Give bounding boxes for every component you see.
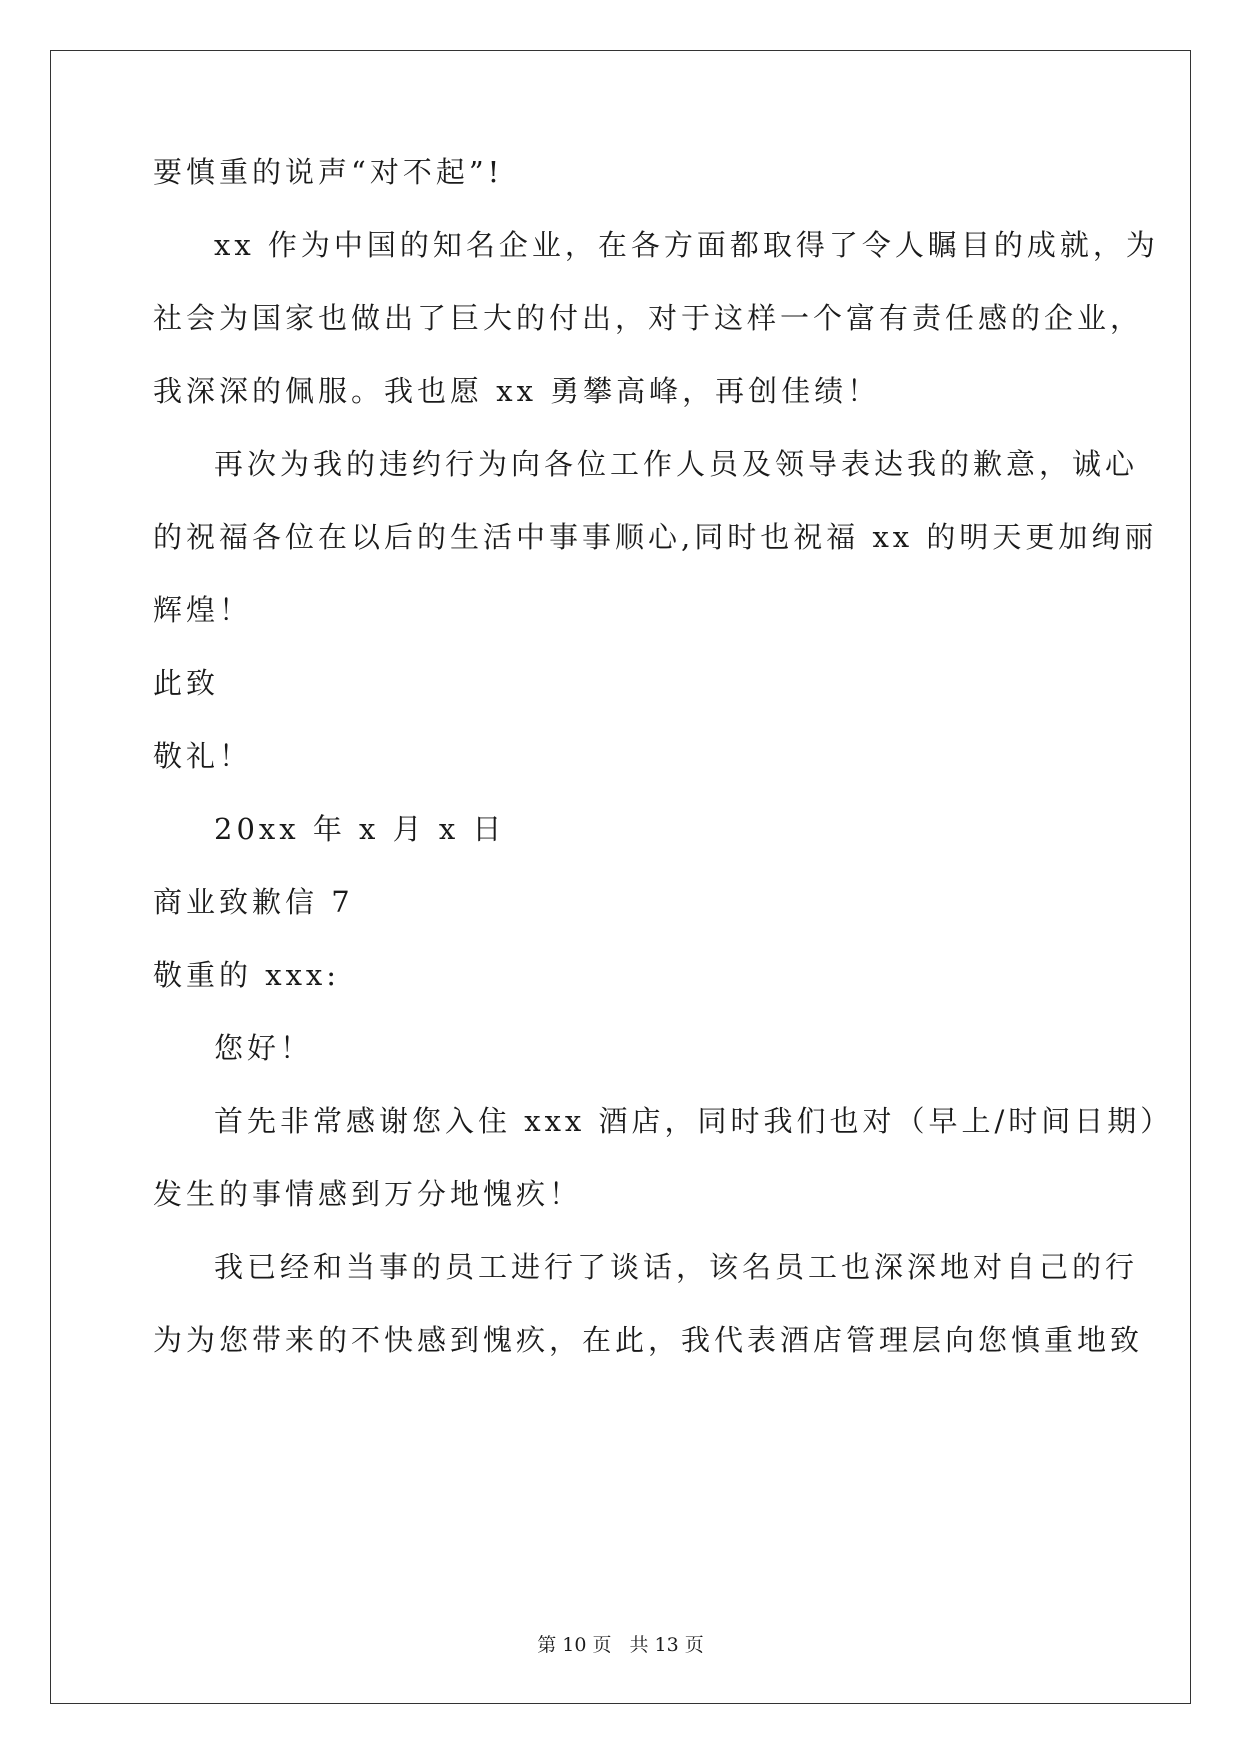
closing-line: 此致 (153, 666, 220, 700)
text-line: 的祝福各位在以后的生活中事事顺心,同时也祝福 xx 的明天更加绚丽 (153, 520, 1158, 554)
text-line: 社会为国家也做出了巨大的付出，对于这样一个富有责任感的企业， (153, 301, 1144, 335)
text-line: 首先非常感谢您入住 xxx 酒店，同时我们也对（早上/时间日期） (214, 1104, 1174, 1138)
page-frame (50, 50, 1191, 1704)
total-pages: 共 13 页 (629, 1634, 704, 1656)
text-line: 再次为我的违约行为向各位工作人员及领导表达我的歉意，诚心 (214, 447, 1139, 481)
current-page-number: 第 10 页 (537, 1634, 612, 1656)
salutation: 敬重的 xxx: (153, 958, 341, 992)
closing-line: 敬礼！ (153, 739, 253, 773)
text-line: 要慎重的说声“对不起”! (153, 155, 504, 189)
date-line: 20xx 年 x 月 x 日 (214, 812, 506, 846)
page-footer (0, 1630, 1241, 1657)
section-heading: 商业致歉信 7 (153, 885, 354, 919)
text-line: 我深深的佩服。我也愿 xx 勇攀高峰，再创佳绩！ (153, 374, 881, 408)
greeting: 您好！ (214, 1031, 314, 1065)
text-line: 发生的事情感到万分地愧疚！ (153, 1177, 583, 1211)
text-line: 我已经和当事的员工进行了谈话，该名员工也深深地对自己的行 (214, 1250, 1139, 1284)
text-line: 辉煌！ (153, 593, 253, 627)
text-line: xx 作为中国的知名企业，在各方面都取得了令人瞩目的成就，为 (214, 228, 1159, 262)
text-line: 为为您带来的不快感到愧疚，在此，我代表酒店管理层向您慎重地致 (153, 1323, 1144, 1357)
